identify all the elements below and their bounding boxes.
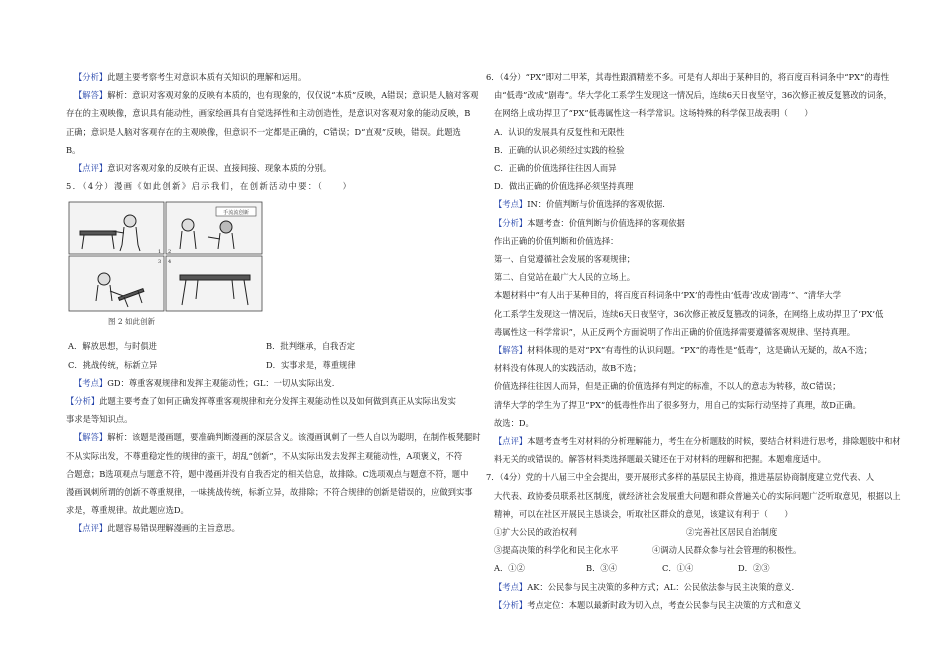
cartoon-image [68, 201, 264, 329]
question-7-items-row-2 [486, 541, 886, 559]
answer-tag: 【解答】 [74, 432, 108, 443]
figure-caption: 图 2 如此创新 [108, 317, 156, 327]
question-7-stem: 7．（4分）党的十八届三中全会提出，要开展形式多样的基层民主协商，推进基层协商制度建立党代表、人 [486, 472, 875, 483]
question-6-line: 由“低毒”改成“剧毒”。华大学化工系学生发现这一情况后，连续6天日夜坚守，36次修正被反复篡改的词条， [494, 90, 892, 101]
answer-line: 清华大学的学生为了捍卫“PX”的低毒性作出了很多努力，用自己的实际行动坚持了真理，故D正确。 [494, 399, 861, 410]
option-c: C．①④ [662, 563, 694, 574]
answer-line: 合题意；B选项观点与题意不符，题中漫画并没有自我否定的相关信息，故排除。C选项观点与题意不符，题中 [66, 468, 469, 479]
analysis-line: 第一、自觉遵循社会发展的客观规律； [494, 254, 636, 265]
option-d: D．②③ [738, 563, 770, 574]
answer-line: 正确；意识是人脑对客观存在的主观映像，但意识不一定都是正确的，C错误；D“直观”反映，错误。此题选 [66, 126, 461, 137]
cartoon-sign-text: 手流流创新 [223, 210, 249, 217]
point-paragraph: 【考点】IN：价值判断与价值选择的客观依据. [494, 199, 665, 210]
question-5-options-row-2 [66, 356, 464, 374]
analysis-paragraph: 【分析】本题考查：价值判断与价值选择的客观依据 [494, 217, 685, 228]
analysis-paragraph: 【分析】此题主要考查了如何正确发挥尊重客观规律和充分发挥主观能动性以及如何做到真正从实际出发实 [66, 396, 456, 406]
answer-paragraph: 【解答】材料体现的是对“PX”有毒性的认识问题。“PX”的毒性是“低毒”，这是确认无疑的，故A不选； [494, 345, 873, 356]
question-7-options-row [486, 559, 886, 577]
answer-line: 漫画讽刺所谓的创新不尊重规律，一味挑战传统，标新立异，故排除；不符合规律的创新是错误的，应做到实事 [66, 487, 473, 498]
option-a: A．解放思想，与时俱进 [68, 341, 157, 352]
comment-tag: 【点评】 [74, 523, 108, 534]
question-5-options-row-1 [66, 337, 464, 355]
question-7-line: 精神，可以在社区开展民主恳谈会，听取社区群众的意见，该建议有利于（ ） [494, 508, 793, 519]
answer-tag: 【解答】 [74, 90, 108, 101]
item-3: ③提高决策的科学化和民主化水平 [494, 545, 619, 556]
analysis-tag: 【分析】 [494, 217, 528, 228]
point-tag: 【考点】 [74, 377, 108, 388]
question-5-stem: 5．（4分）漫画《如此创新》启示我们，在创新活动中要：（ ） [66, 181, 353, 192]
analysis-line: 第二、自觉站在最广大人民的立场上。 [494, 272, 636, 283]
cartoon-figure [68, 201, 264, 329]
comment-paragraph: 【点评】本题考查考生对材料的分析理解能力，考生在分析题肢的时候，要结合材料进行思考，排除题肢中和材 [494, 436, 901, 447]
answer-paragraph: 【解答】解析：意识对客观对象的反映有本质的，也有现象的，仅仅说“本质”反映，A错误；意识是人脑对客观 [74, 90, 479, 101]
question-6-stem: 6．（4分）“PX”即对二甲苯，其毒性跟酒精差不多。可是有人却出于某种目的，将百度百科词条中“PX”的毒性 [486, 72, 890, 82]
left-column [66, 68, 481, 538]
question-7-line: 大代表、政协委员联系社区制度，就经济社会发展重大问题和群众普遍关心的实际问题广泛听取意见，根据以上 [494, 490, 901, 501]
comment-tag: 【点评】 [74, 163, 108, 174]
panel-number-1: 1 [158, 249, 162, 256]
point-paragraph: 【考点】GD：尊重客观规律和发挥主观能动性；GL：一切从实际出发. [74, 377, 335, 388]
analysis-line: 作出正确的价值判断和价值选择： [494, 235, 619, 246]
item-4: ④调动人民群众参与社会管理的积极性。 [652, 545, 802, 556]
item-1: ①扩大公民的政治权利 [494, 527, 577, 538]
analysis-paragraph: 【分析】此题主要考察考生对意识本质有关知识的理解和运用。 [74, 72, 307, 82]
comment-line: 料无关的或错误的。解答材料类选择题最关键还在于对材料的理解和把握。本题难度适中。 [494, 454, 826, 465]
panel-number-3: 3 [158, 259, 162, 266]
point-tag: 【考点】 [494, 581, 528, 592]
answer-tag: 【解答】 [494, 345, 528, 356]
option-c: C．挑战传统，标新立异 [68, 359, 158, 370]
point-tag: 【考点】 [494, 199, 528, 210]
option-d: D．做出正确的价值选择必须坚持真理 [494, 181, 634, 192]
option-a: A．①② [494, 563, 525, 574]
analysis-paragraph: 【分析】考点定位：本题以最新时政为切入点，考查公民参与民主决策的方式和意义 [494, 599, 802, 610]
answer-line: 价值选择往往因人而异，但是正确的价值选择有判定的标准，不以人的意志为转移，故C错误； [494, 381, 841, 392]
panel-number-2: 2 [168, 249, 172, 256]
answer-line: 求是，尊重规律。故此题应选D。 [66, 505, 189, 516]
material-line: 毒属性这一科学常识”，从正反两个方面说明了作出正确的价值选择需要遵循客观规律、坚持真理。 [494, 326, 856, 337]
question-7-items-row-1 [486, 523, 886, 541]
point-paragraph: 【考点】AK：公民参与民主决策的多种方式；AL：公民依法参与民主决策的意义. [494, 581, 795, 592]
answer-line: 不从实际出发，不尊重稳定性的规律的蛮干，胡乱“创新”，不从实际出发去发挥主观能动性，A项褒义，不符 [66, 450, 463, 461]
option-d: D．实事求是，尊重规律 [266, 359, 356, 370]
option-c: C．正确的价值选择往往因人而异 [494, 163, 617, 174]
answer-line: 故选：D。 [494, 417, 534, 428]
answer-paragraph: 【解答】解析：该题是漫画题，要准确判断漫画的深层含义。该漫画讽刺了一些人自以为聪明，在制作板凳腿时 [74, 432, 481, 443]
analysis-tag: 【分析】 [66, 396, 100, 406]
analysis-line: 事求是等知识点。 [66, 414, 133, 425]
option-b: B．批判继承，自我否定 [266, 341, 356, 352]
analysis-tag: 【分析】 [494, 599, 528, 610]
answer-line: 存在的主观映像，意识具有能动性，画家绘画具有自觉选择性和主动创造性，是意识对客观对象的能动反映，B [66, 108, 471, 119]
comment-paragraph: 【点评】此题容易错误理解漫画的主旨意思。 [74, 523, 240, 534]
material-line: 化工系学生发现这一情况后，连续6天日夜坚守，36次修正被反复篡改的词条，在网络上成功捍卫了‘PX’低 [494, 308, 884, 319]
item-2: ②完善社区居民自治制度 [686, 527, 778, 538]
answer-line: 材料没有体现人的实践活动，故B不选； [494, 363, 642, 374]
comment-tag: 【点评】 [494, 436, 528, 447]
option-a: A．认识的发展具有反复性和无限性 [494, 126, 625, 137]
option-b: B．③④ [586, 563, 617, 574]
material-line: 本题材料中“有人出于某种目的，将百度百科词条中‘PX’的毒性由‘低毒’改成‘剧毒’”、“清华大学 [494, 290, 842, 301]
right-column [486, 68, 901, 614]
option-b: B．正确的认识必须经过实践的检验 [494, 144, 625, 155]
question-6-line: 在网络上成功捍卫了“PX”低毒属性这一科学常识。这场特殊的科学保卫战表明（ ） [494, 108, 813, 119]
analysis-tag: 【分析】 [74, 72, 108, 82]
panel-number-4: 4 [168, 259, 172, 266]
comment-paragraph: 【点评】意识对客观对象的反映有正误、直接间接、现象本质的分别。 [74, 163, 332, 174]
answer-line: B。 [66, 144, 81, 155]
